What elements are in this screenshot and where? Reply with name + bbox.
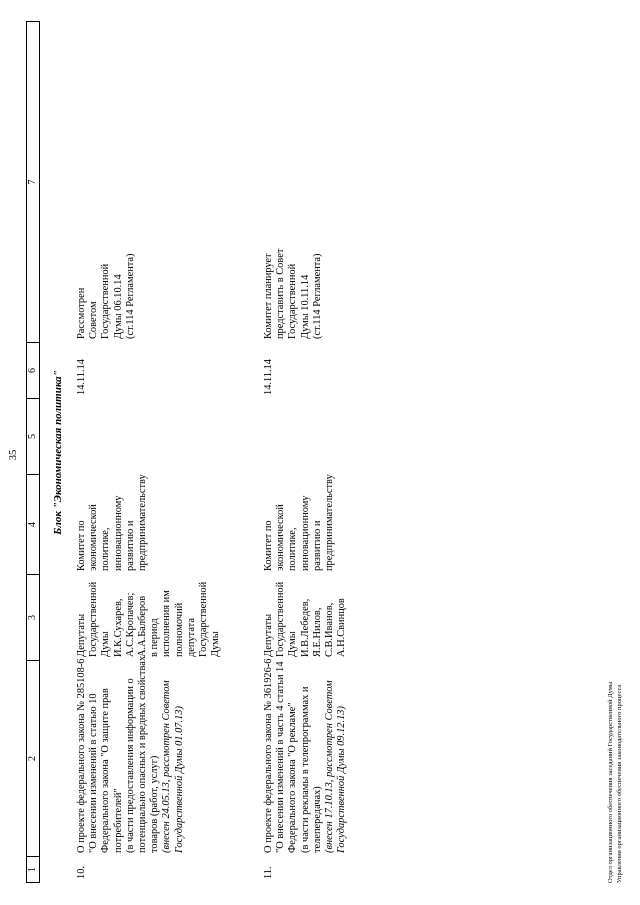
project-note-lines-line: Государственной Думы 01.07.13) [173,706,185,853]
project-lines-line: Федерального закона "О защите прав [100,688,112,853]
authors-lines-line: полномочий [173,602,185,657]
committee-lines-line: политике, [100,527,112,571]
authors-lines-line: Думы [210,631,222,657]
committee-lines-line: инновационному [299,495,311,571]
status-note [263,249,324,339]
project-lines-line: "О внесении изменений в часть 4 статьи 14 [275,661,287,853]
table-row [263,22,423,883]
section-title: Блок "Экономическая политика" [52,370,64,535]
consideration-date: 14.11.14 [263,359,274,395]
committee-lines-line: развитию и [311,520,323,571]
project-lines-line: телепередачах) [311,786,323,853]
authors-lines-line: Государственной [198,581,210,657]
project-lines-line: товаров (работ, услуг) [149,755,161,853]
project-note-lines-line: Государственной Думы 09.12.13) [336,706,348,853]
authors-lines-line: Государственной [275,581,287,657]
committee-lines-line: экономической [275,504,287,571]
committee-lines-line: экономической [88,504,100,571]
column-header-7: 7 [27,22,40,343]
project-note-lines-line: (внесен 17.10.13, рассмотрен Советом [324,680,336,853]
column-header-table [26,21,40,883]
column-header-1: 1 [27,857,40,883]
authors-lines-line: А.Н.Свинцов [336,598,348,657]
bill-authors [263,575,348,657]
bill-authors [76,575,222,657]
column-header-3: 3 [27,575,40,661]
bill-description [263,658,348,853]
responsible-committee [263,475,336,571]
committee-lines-line: Комитет по [76,520,87,571]
status-lines-line: Государственной [287,263,299,339]
status-lines-line: Думы 10.11.14 [299,274,311,339]
status-lines-line: Государственной [100,263,112,339]
project-lines-line: Федерального закона "О рекламе" [287,702,299,853]
authors-lines-line: И.В.Лебедев, [299,598,311,657]
status-lines-line: Рассмотрен [76,287,87,339]
committee-lines-line: предпринимательству [324,474,336,571]
status-lines-line: (ст.114 Регламента) [311,253,323,339]
status-lines-line: Советом [88,301,100,339]
row-number: 10. [76,866,87,879]
committee-lines-line: предпринимательству [137,474,149,571]
bill-description [76,655,186,853]
authors-lines-line: Думы [287,631,299,657]
committee-lines-line: развитию и [124,520,136,571]
footer-line-2: Управления организационного обеспечения законодательного процесса [615,684,623,883]
project-lines-line: (в части предоставления информации о [124,678,136,853]
authors-lines-line: депутата [185,618,197,657]
project-lines-line: О проекте федерального закона № 361926-6 [263,658,274,853]
project-note-lines-line: (внесен 24.05.13, рассмотрен Советом [161,680,173,853]
project-lines-line: потребителей" [112,788,124,853]
consideration-date: 14.11.14 [76,359,87,395]
column-header-4: 4 [27,475,40,575]
authors-lines-line: Думы [100,631,112,657]
table-row [76,22,236,883]
page-number: 35 [8,449,19,461]
authors-lines-line: И.К.Сухарев, [112,598,124,657]
authors-lines-line: Депутаты [263,613,274,657]
status-lines-line: (ст.114 Регламента) [124,253,136,339]
project-lines-line: "О внесении изменений в статью 10 [88,693,100,853]
project-lines-line: потенциально опасных и вредных свойствах [137,655,149,853]
committee-lines-line: инновационному [112,495,124,571]
authors-lines-line: С.В.Иванов, [324,602,336,657]
authors-lines-line: Депутаты [76,613,87,657]
project-lines-line: (в части рекламы в телепрограммах и [299,686,311,853]
footer-line-1: Отдел организационного обеспечения заседаний Государственной Думы [607,681,614,883]
column-header-2: 2 [27,661,40,857]
authors-lines-line: Я.Е.Нилов, [311,607,323,657]
authors-lines-line: Государственной [88,581,100,657]
column-header-5: 5 [27,399,40,475]
responsible-committee [76,475,149,571]
footer [607,682,624,883]
row-number: 11. [263,866,274,879]
authors-lines-line: в период [149,618,161,657]
authors-lines-line: исполнения им [161,590,173,657]
status-lines-line: представить в Совет [275,248,287,339]
committee-lines-line: политике, [287,527,299,571]
column-header-6: 6 [27,343,40,399]
project-lines-line: О проекте федерального закона № 285108-6 [76,658,87,853]
status-note [76,249,137,339]
committee-lines-line: Комитет по [263,520,274,571]
status-lines-line: Комитет планирует [263,253,274,339]
authors-lines-line: А.А.Балберов [137,595,149,657]
status-lines-line: Думы 06.10.14 [112,274,124,339]
authors-lines-line: А.С.Кропачев; [124,592,136,657]
